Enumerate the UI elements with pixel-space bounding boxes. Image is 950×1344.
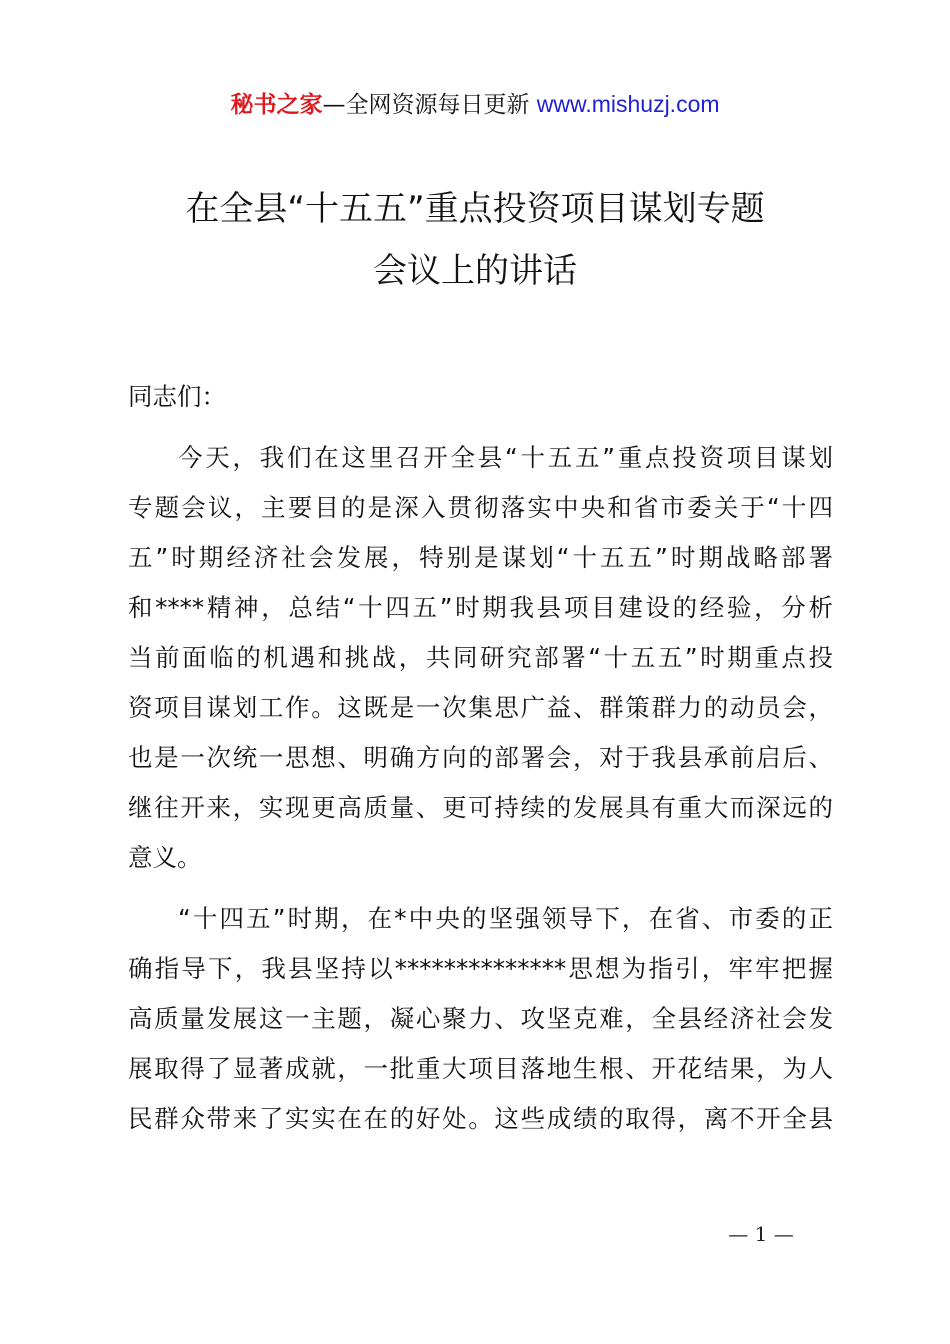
paragraph-line: 当前面临的机遇和挑战，共同研究部署“十五五”时期重点投 <box>128 643 833 672</box>
banner-tagline: —全网资源每日更新 <box>322 92 537 118</box>
paragraph-line: 也是一次统一思想、明确方向的部署会，对于我县承前启后、 <box>128 743 833 772</box>
paragraph-line: 民群众带来了实实在在的好处。这些成绩的取得，离不开全县 <box>128 1104 833 1133</box>
paragraph-line: 展取得了显著成就，一批重大项目落地生根、开花结果，为人 <box>128 1054 833 1083</box>
paragraph-line: 继往开来，实现更高质量、更可持续的发展具有重大而深远的 <box>128 793 833 822</box>
salutation: 同志们： <box>128 382 226 411</box>
document-title <box>0 178 950 302</box>
title-line-1: 在全县“十五五”重点投资项目谋划专题 <box>185 189 765 229</box>
paragraph-line: 和****精神，总结“十四五”时期我县项目建设的经验，分析 <box>128 593 833 622</box>
paragraph-line: “十四五”时期，在*中央的坚强领导下，在省、市委的正 <box>178 904 833 933</box>
brand-name: 秘书之家 <box>230 92 323 118</box>
site-banner <box>0 86 950 123</box>
paragraph-1 <box>128 433 833 883</box>
paragraph-line: 今天，我们在这里召开全县“十五五”重点投资项目谋划 <box>178 443 833 472</box>
paragraph-line: 专题会议，主要目的是深入贯彻落实中央和省市委关于“十四 <box>128 493 833 522</box>
paragraph-line: 意义。 <box>128 843 202 872</box>
document-body <box>128 372 833 1144</box>
paragraph-line: 确指导下，我县坚持以**************思想为指引，牢牢把握 <box>128 954 833 983</box>
paragraph-line: 资项目谋划工作。这既是一次集思广益、群策群力的动员会， <box>128 693 833 722</box>
paragraph-line: 五”时期经济社会发展，特别是谋划“十五五”时期战略部署 <box>128 543 833 572</box>
paragraph-line: 高质量发展这一主题，凝心聚力、攻坚克难，全县经济社会发 <box>128 1004 833 1033</box>
page-number: — 1 — <box>728 1222 794 1246</box>
paragraph-2 <box>128 894 833 1144</box>
site-url-link[interactable]: www.mishuzj.com <box>536 91 720 117</box>
title-line-2: 会议上的讲话 <box>373 251 577 291</box>
